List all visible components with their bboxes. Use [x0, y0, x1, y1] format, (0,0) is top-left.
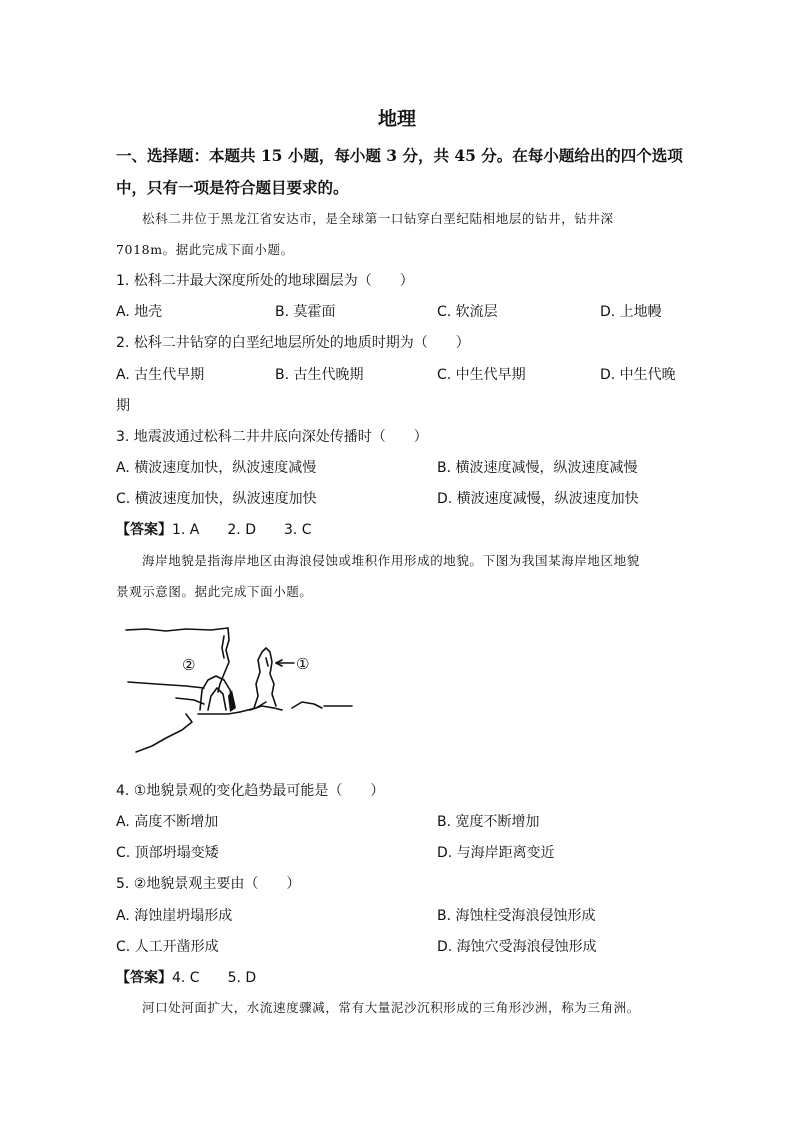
- cliff-top-line: [126, 628, 228, 631]
- q1-option-b: B. 莫霍面: [275, 304, 336, 320]
- q3-option-d: D. 横波速度减慢，纵波速度加快: [437, 491, 639, 507]
- q1-option-d: D. 上地幔: [600, 304, 662, 320]
- q2-stem: 2. 松科二井钻穿的白垩纪地层所处的地质时期为（ ）: [116, 335, 470, 351]
- q1-option-c: C. 软流层: [437, 304, 498, 320]
- q4-option-a: A. 高度不断增加: [116, 814, 219, 830]
- section-heading-line2: 中，只有一项是符合题目要求的。: [116, 178, 349, 197]
- sea-arch: [200, 676, 234, 710]
- q5-option-b: B. 海蚀柱受海浪侵蚀形成: [437, 908, 596, 924]
- q4-option-d: D. 与海岸距离变近: [437, 845, 555, 861]
- passage2-line1: 海岸地貌是指海岸地区由海浪侵蚀或堆积作用形成的地貌。下图为我国某海岸地区地貌: [142, 553, 640, 568]
- answer-values: 1. A 2. D 3. C: [172, 522, 312, 538]
- q4-option-b: B. 宽度不断增加: [437, 814, 540, 830]
- answer-block-1: [116, 519, 312, 539]
- shore-line: [128, 682, 204, 688]
- passage2-line2: 景观示意图。据此完成下面小题。: [116, 584, 313, 599]
- q3-stem: 3. 地震波通过松科二井井底向深处传播时（ ）: [116, 429, 428, 445]
- q3-option-a: A. 横波速度加快，纵波速度减慢: [116, 460, 317, 476]
- q5-option-a: A. 海蚀崖坍塌形成: [116, 908, 233, 924]
- q5-option-d: D. 海蚀穴受海浪侵蚀形成: [437, 939, 597, 955]
- q5-option-c: C. 人工开凿形成: [116, 939, 219, 955]
- passage1-line1: 松科二井位于黑龙江省安达市，是全球第一口钻穿白垩纪陆相地层的钻井，钻井深: [142, 211, 614, 226]
- answer-label: 【答案】: [116, 970, 172, 986]
- section-heading-line1: 一、选择题：本题共 15 小题，每小题 3 分，共 45 分。在每小题给出的四个选项: [116, 146, 683, 165]
- q2-option-a: A. 古生代早期: [116, 367, 205, 383]
- sea-stack: [254, 648, 276, 708]
- passage3-line1: 河口处河面扩大，水流速度骤减，常有大量泥沙沉积形成的三角形沙洲，称为三角洲。: [142, 1000, 640, 1015]
- answer-values: 4. C 5. D: [172, 970, 257, 986]
- answer-label: 【答案】: [116, 522, 172, 538]
- page-title: 地理: [377, 108, 416, 130]
- q4-option-c: C. 顶部坍塌变矮: [116, 845, 219, 861]
- q2-option-d: D. 中生代晚: [600, 367, 676, 383]
- q2-option-d-continued: 期: [116, 398, 130, 414]
- passage1-line2: 7018m。据此完成下面小题。: [116, 242, 294, 257]
- q4-stem: 4. ①地貌景观的变化趋势最可能是（ ）: [116, 783, 385, 799]
- q5-stem: 5. ②地貌景观主要由（ ）: [116, 876, 301, 892]
- q3-option-b: B. 横波速度减慢，纵波速度减慢: [437, 460, 638, 476]
- q2-option-c: C. 中生代早期: [437, 367, 526, 383]
- arch-shadow: [228, 690, 236, 712]
- coastal-landform-figure: [116, 618, 356, 758]
- q3-option-c: C. 横波速度加快，纵波速度加快: [116, 491, 317, 507]
- answer-block-2: [116, 967, 256, 987]
- figure-label-2: ②: [182, 656, 196, 674]
- q1-stem: 1. 松科二井最大深度所处的地球圈层为（ ）: [116, 273, 414, 289]
- figure-label-1: ①: [296, 655, 310, 673]
- q2-option-b: B. 古生代晚期: [275, 367, 364, 383]
- q1-option-a: A. 地壳: [116, 304, 163, 320]
